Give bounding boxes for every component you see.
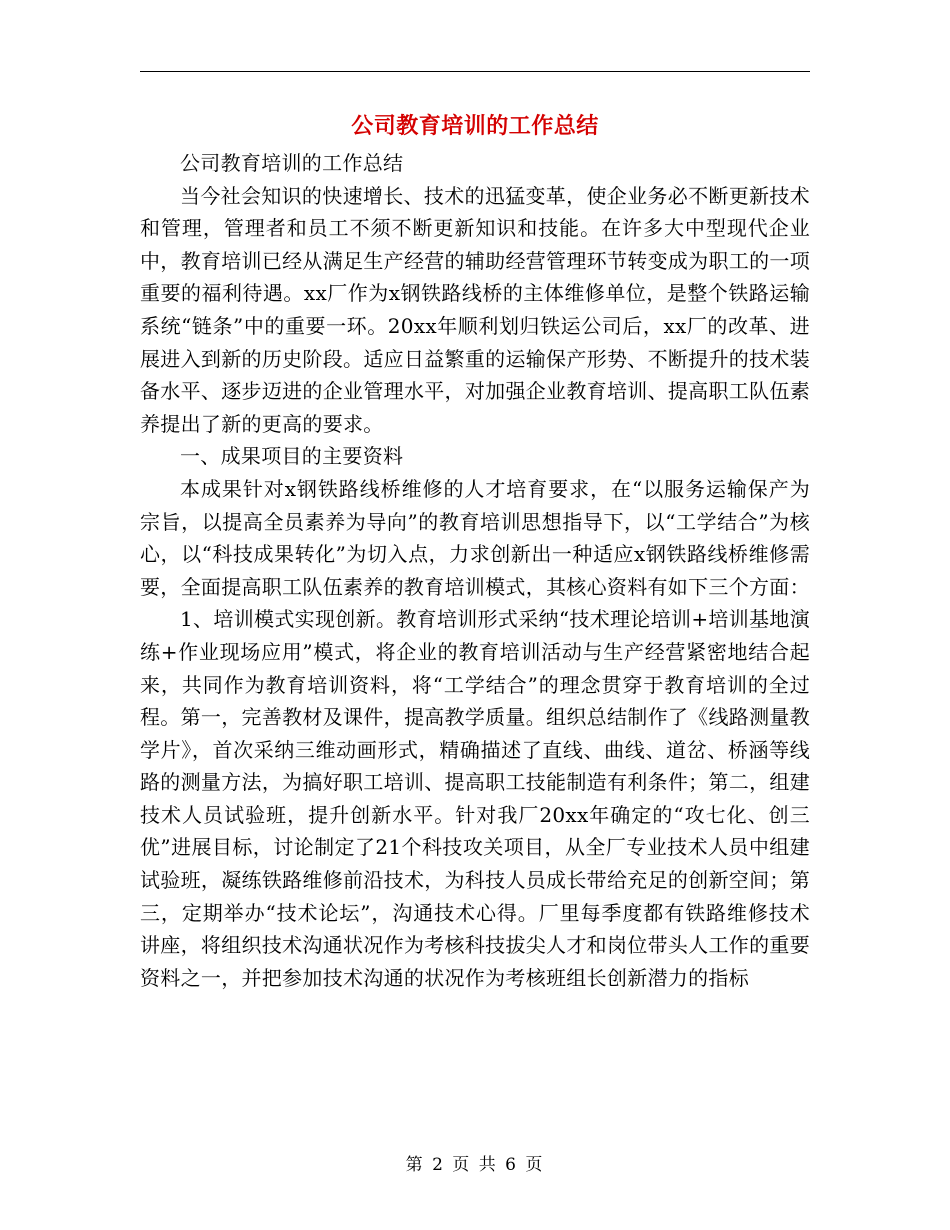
header-rule	[140, 71, 810, 72]
document-body	[140, 147, 810, 994]
paragraph-subtitle: 公司教育培训的工作总结	[180, 151, 404, 175]
paragraph-intro: 当今社会知识的快速增长、技术的迅猛变革，使企业务必不断更新技术和管理，管理者和员工不须不断更新知识和技能。在许多大中型现代企业中，教育培训已经从满足生产经营的辅助经营管理环节转变成为职工的一项重要的福利待遇。xx厂作为x钢铁路线桥的主体维修单位，是整个铁路运输系统“链条”中的重要一环。20xx年顺利划归铁运公司后，xx厂的改革、进展进入到新的历史阶段。适应日益繁重的运输保产形势、不断提升的技术装备水平、逐步迈进的企业管理水平，对加强企业教育培训、提高职工队伍素养提出了新的更高的要求。	[140, 183, 810, 436]
section-heading: 一、成果项目的主要资料	[180, 444, 404, 469]
document-title: 公司教育培训的工作总结	[351, 113, 599, 139]
paragraph-point-1: 1、培训模式实现创新。教育培训形式采纳“技术理论培训+培训基地演练+作业现场应用”模式，将企业的教育培训活动与生产经营紧密地结合起来，共同作为教育培训资料，将“工学结合”的理念贯穿于教育培训的全过程。第一，完善教材及课件，提高教学质量。组织总结制作了《线路测量教学片》，首次采纳三维动画形式，精确描述了直线、曲线、道岔、桥涵等线路的测量方法，为搞好职工培训、提高职工技能制造有利条件；第二，组建技术人员试验班，提升创新水平。针对我厂20xx年确定的“攻七化、创三优”进展目标，讨论制定了21个科技攻关项目，从全厂专业技术人员中组建试验班，凝练铁路维修前沿技术，为科技人员成长带给充足的创新空间；第三，定期举办“技术论坛”，沟通技术心得。厂里每季度都有铁路维修技术讲座，将组织技术沟通状况作为考核科技拔尖人才和岗位带头人工作的重要资料之一，并把参加技术沟通的状况作为考核班组长创新潜力的指标	[140, 607, 810, 990]
page-footer: 第 2 页 共 6 页	[405, 1155, 545, 1175]
paragraph-summary: 本成果针对x钢铁路线桥维修的人才培育要求，在“以服务运输保产为宗旨，以提高全员素养为导向”的教育培训思想指导下，以“工学结合”为核心，以“科技成果转化”为切入点，力求创新出一种适应x钢铁路线桥维修需要，全面提高职工队伍素养的教育培训模式，其核心资料有如下三个方面：	[140, 476, 810, 599]
